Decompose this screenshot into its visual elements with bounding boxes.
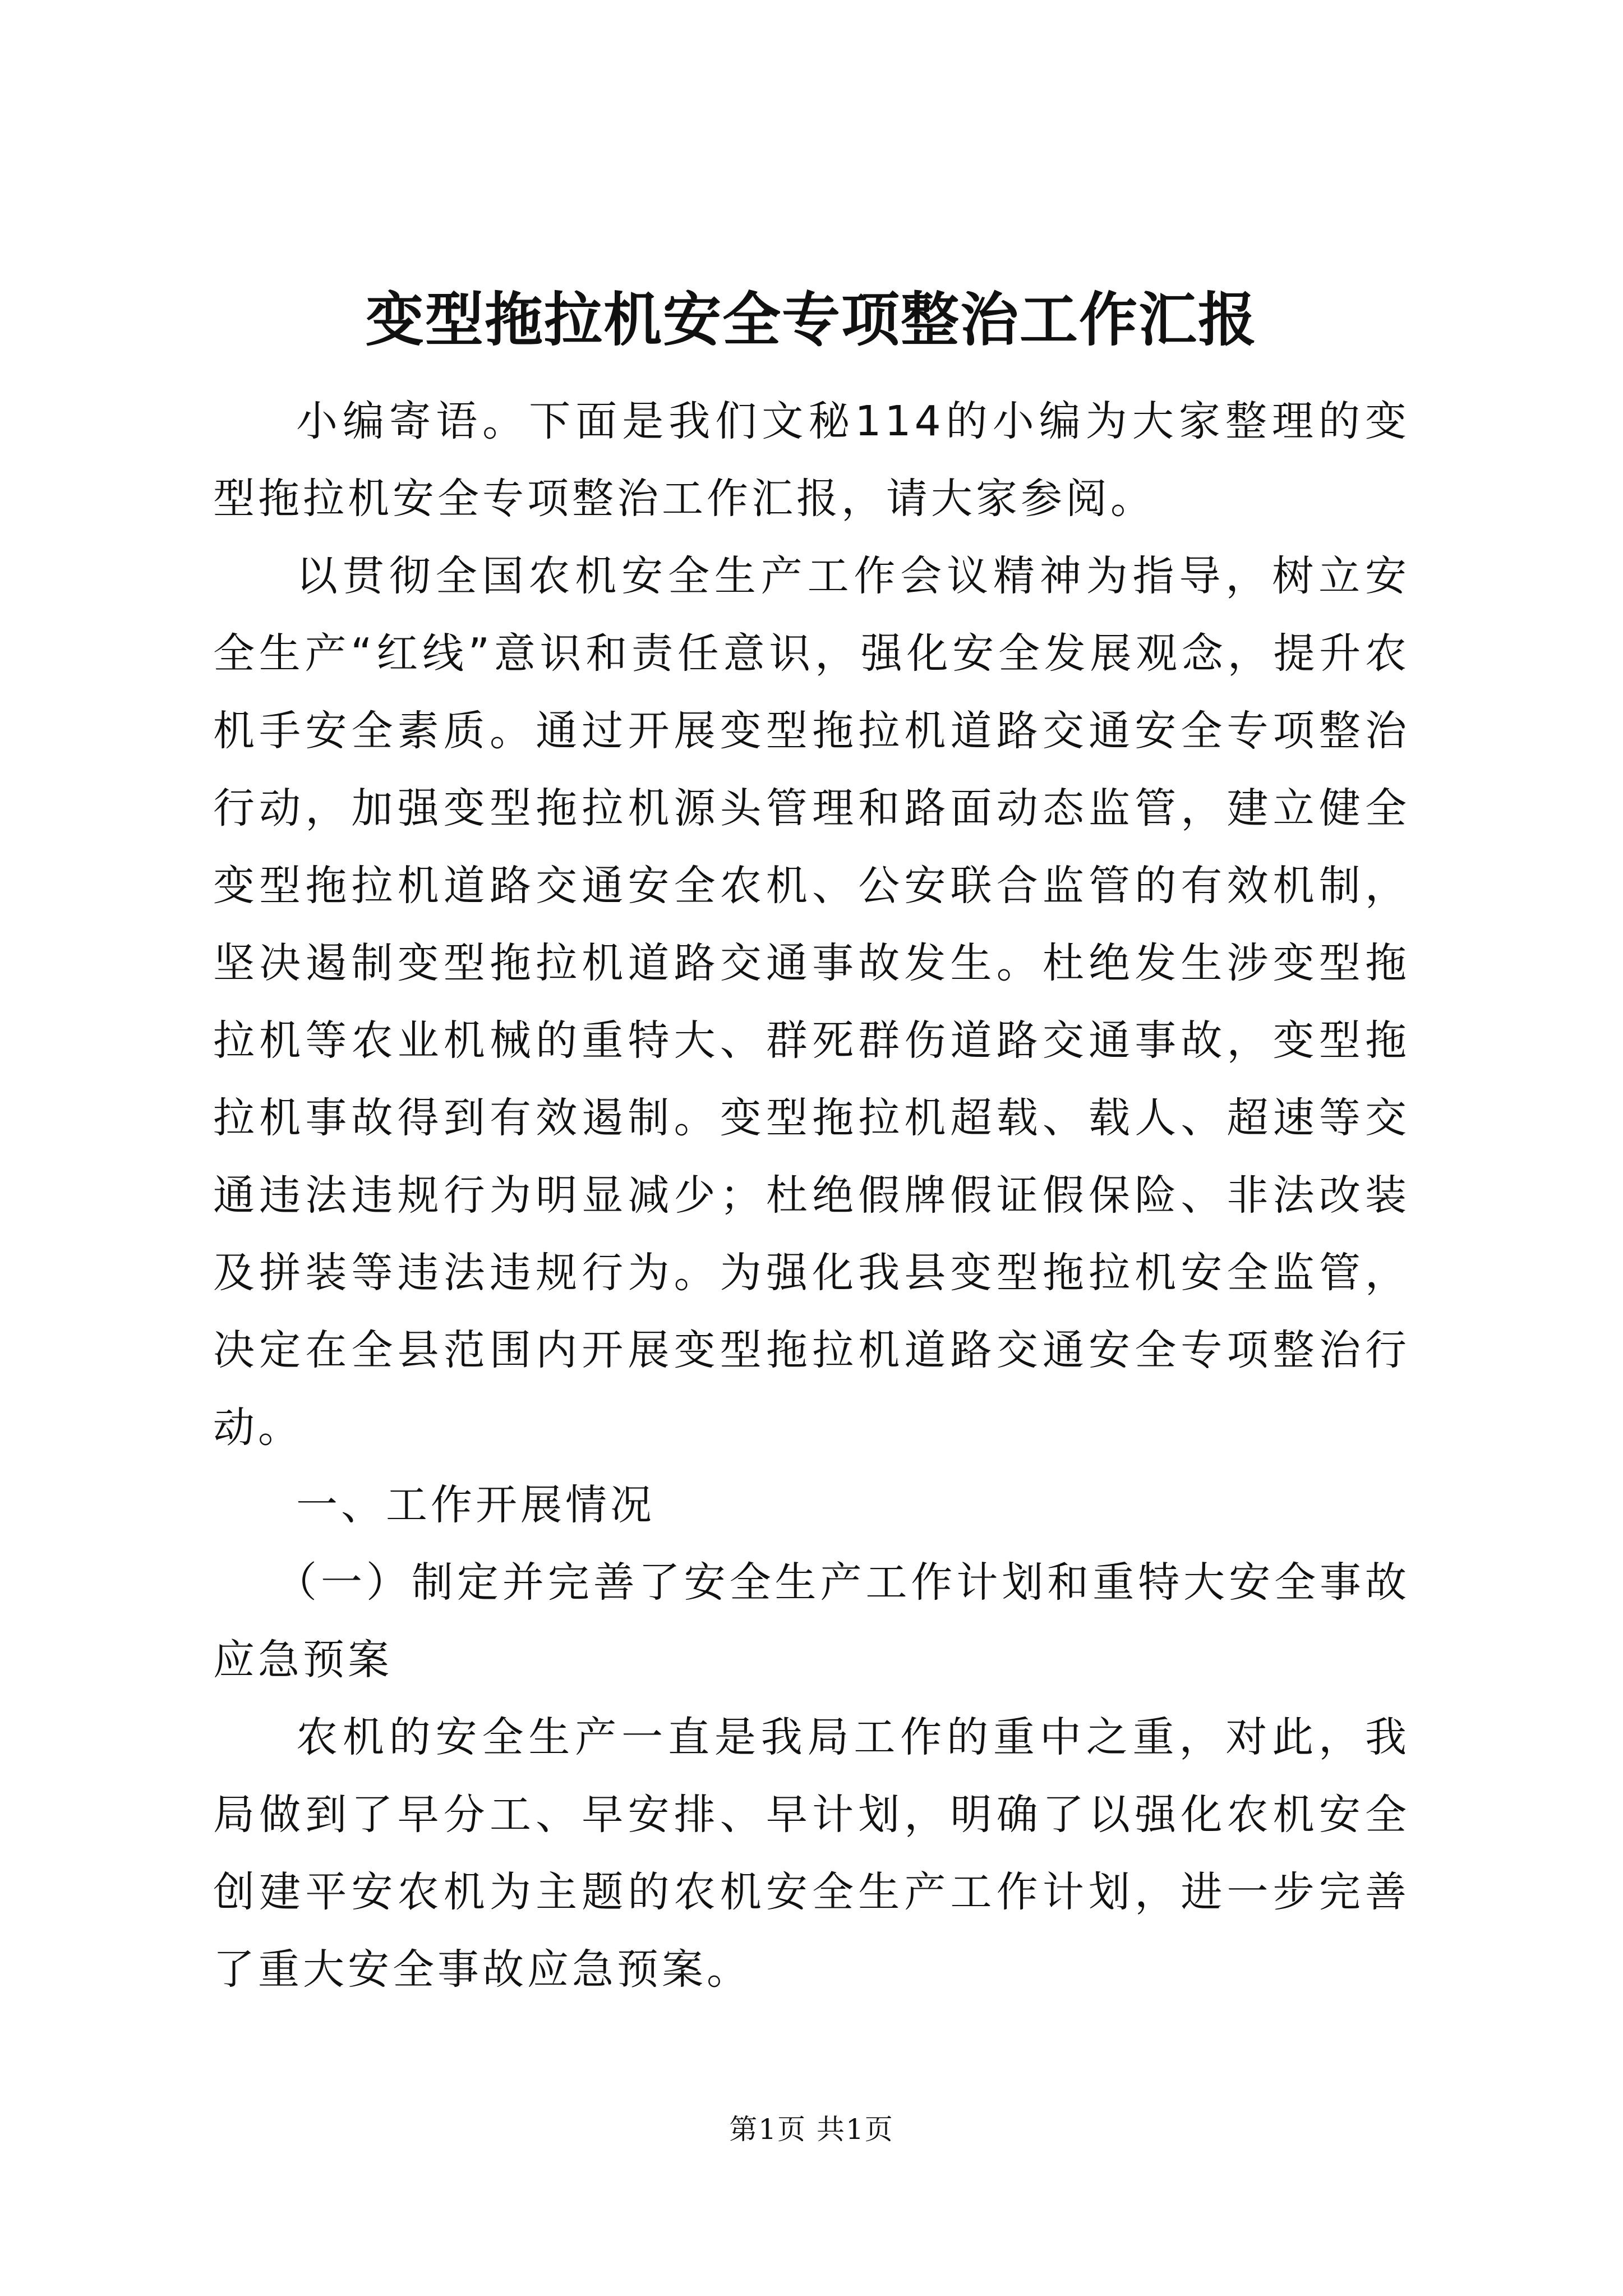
subsection-heading: （一）制定并完善了安全生产工作计划和重特大安全事故应急预案 [213, 1558, 1410, 1684]
body-paragraph: 以贯彻全国农机安全生产工作会议精神为指导，树立安全生产“红线”意识和责任意识，强化安全发展观念，提升农机手安全素质。通过开展变型拖拉机道路交通安全专项整治行动，加强变型拖拉机源头管理和路面动态监管，建立健全变型拖拉机道路交通安全农机、公安联合监管的有效机制，坚决遏制变型拖拉机道路交通事故发生。杜绝发生涉变型拖拉机等农业机械的重特大、群死群伤道路交通事故，变型拖拉机事故得到有效遏制。变型拖拉机超载、载人、超速等交通违法违规行为明显减少；杜绝假牌假证假保险、非法改装及拼装等违法违规行为。为强化我县变型拖拉机安全监管，决定在全县范围内开展变型拖拉机道路交通安全专项整治行动。 [213, 552, 1410, 1452]
document-title: 变型拖拉机安全专项整治工作汇报 [365, 285, 1257, 354]
intro-paragraph: 小编寄语。下面是我们文秘114的小编为大家整理的变型拖拉机安全专项整治工作汇报，请大家参阅。 [213, 397, 1410, 523]
section-heading: 一、工作开展情况 [296, 1481, 655, 1529]
body-paragraph: 农机的安全生产一直是我局工作的重中之重，对此，我局做到了早分工、早安排、早计划，明确了以强化农机安全创建平安农机为主题的农机安全生产工作计划，进一步完善了重大安全事故应急预案。 [213, 1713, 1410, 1994]
document-body [213, 383, 1410, 2008]
page-number-footer: 第1页 共1页 [729, 2113, 894, 2146]
